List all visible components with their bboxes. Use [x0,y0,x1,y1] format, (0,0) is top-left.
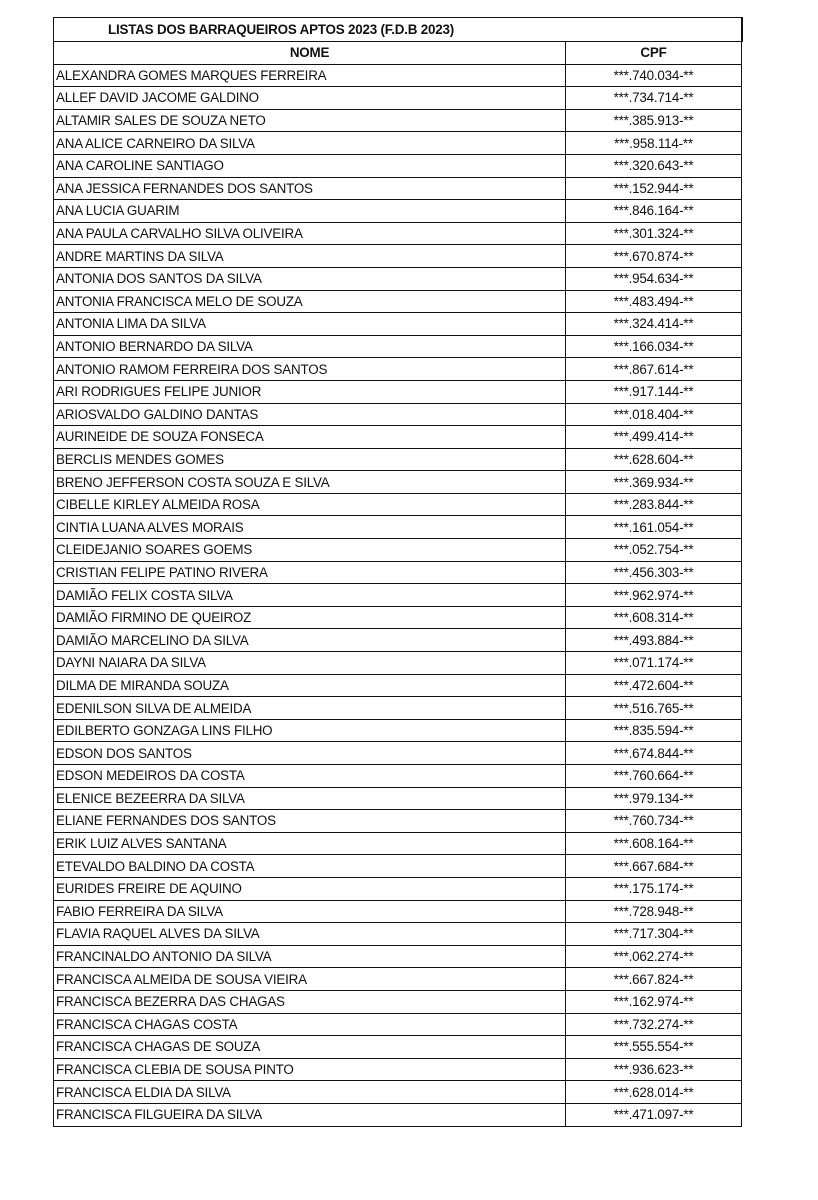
table-row [54,64,742,87]
row-cpf: ***.071.174-** [566,652,742,675]
table-row [54,132,742,155]
table-row [54,290,742,313]
row-cpf: ***.385.913-** [566,109,742,132]
row-name: ANTONIO BERNARDO DA SILVA [54,335,566,358]
table-row [54,584,742,607]
table-row [54,923,742,946]
table-row [54,471,742,494]
table-row [54,335,742,358]
table-row [54,832,742,855]
table-title: LISTAS DOS BARRAQUEIROS APTOS 2023 (F.D.B 2023) [54,18,742,42]
row-name: FRANCISCA ALMEIDA DE SOUSA VIEIRA [54,968,566,991]
table-row [54,177,742,200]
row-cpf: ***.917.144-** [566,380,742,403]
table-row [54,787,742,810]
table-row [54,516,742,539]
table-row [54,313,742,336]
table-row [54,1036,742,1059]
table-row [54,561,742,584]
row-name: ANDRE MARTINS DA SILVA [54,245,566,268]
row-cpf: ***.608.164-** [566,832,742,855]
row-cpf: ***.166.034-** [566,335,742,358]
row-name: ANA PAULA CARVALHO SILVA OLIVEIRA [54,222,566,245]
row-cpf: ***.283.844-** [566,493,742,516]
row-cpf: ***.162.974-** [566,990,742,1013]
row-name: ALLEF DAVID JACOME GALDINO [54,87,566,110]
row-cpf: ***.962.974-** [566,584,742,607]
header-row [54,42,742,65]
row-cpf: ***.471.097-** [566,1103,742,1126]
row-cpf: ***.732.274-** [566,1013,742,1036]
table-row [54,539,742,562]
row-cpf: ***.846.164-** [566,200,742,223]
table-row [54,968,742,991]
row-name: EDSON MEDEIROS DA COSTA [54,765,566,788]
row-name: EDILBERTO GONZAGA LINS FILHO [54,719,566,742]
table-row [54,629,742,652]
table-row [54,742,742,765]
row-cpf: ***.175.174-** [566,877,742,900]
row-name: DAMIÃO MARCELINO DA SILVA [54,629,566,652]
header-name: NOME [54,42,566,65]
table-row [54,1103,742,1126]
header-cpf: CPF [566,42,742,65]
table-row [54,606,742,629]
row-cpf: ***.320.643-** [566,154,742,177]
row-cpf: ***.493.884-** [566,629,742,652]
row-cpf: ***.740.034-** [566,64,742,87]
row-cpf: ***.674.844-** [566,742,742,765]
row-cpf: ***.516.765-** [566,697,742,720]
row-name: CLEIDEJANIO SOARES GOEMS [54,539,566,562]
row-name: FRANCISCA CHAGAS COSTA [54,1013,566,1036]
table-row [54,810,742,833]
row-name: DAYNI NAIARA DA SILVA [54,652,566,675]
row-cpf: ***.867.614-** [566,358,742,381]
row-cpf: ***.324.414-** [566,313,742,336]
table-row [54,154,742,177]
table-row [54,222,742,245]
row-name: FRANCINALDO ANTONIO DA SILVA [54,945,566,968]
row-name: EURIDES FREIRE DE AQUINO [54,877,566,900]
row-name: FABIO FERREIRA DA SILVA [54,900,566,923]
table-row [54,855,742,878]
table-row [54,200,742,223]
row-name: ALTAMIR SALES DE SOUZA NETO [54,109,566,132]
row-name: ARIOSVALDO GALDINO DANTAS [54,403,566,426]
row-cpf: ***.369.934-** [566,471,742,494]
row-name: ANA JESSICA FERNANDES DOS SANTOS [54,177,566,200]
table-row [54,109,742,132]
row-cpf: ***.052.754-** [566,539,742,562]
row-name: ARI RODRIGUES FELIPE JUNIOR [54,380,566,403]
row-name: CRISTIAN FELIPE PATINO RIVERA [54,561,566,584]
table-row [54,245,742,268]
table-row [54,358,742,381]
row-cpf: ***.152.944-** [566,177,742,200]
table-row [54,652,742,675]
row-name: ERIK LUIZ ALVES SANTANA [54,832,566,855]
row-name: ELENICE BEZEERRA DA SILVA [54,787,566,810]
row-cpf: ***.472.604-** [566,674,742,697]
table-row [54,493,742,516]
row-name: ANTONIA DOS SANTOS DA SILVA [54,267,566,290]
table-row [54,267,742,290]
row-name: ANA LUCIA GUARIM [54,200,566,223]
row-name: ETEVALDO BALDINO DA COSTA [54,855,566,878]
table-row [54,1058,742,1081]
table-row [54,765,742,788]
table-row [54,990,742,1013]
row-cpf: ***.760.664-** [566,765,742,788]
table-row [54,1013,742,1036]
row-cpf: ***.734.714-** [566,87,742,110]
row-cpf: ***.301.324-** [566,222,742,245]
row-name: DAMIÃO FIRMINO DE QUEIROZ [54,606,566,629]
row-cpf: ***.628.604-** [566,448,742,471]
row-cpf: ***.555.554-** [566,1036,742,1059]
row-name: BRENO JEFFERSON COSTA SOUZA E SILVA [54,471,566,494]
row-name: ANA CAROLINE SANTIAGO [54,154,566,177]
row-cpf: ***.979.134-** [566,787,742,810]
title-row [54,18,742,42]
row-cpf: ***.717.304-** [566,923,742,946]
row-cpf: ***.667.824-** [566,968,742,991]
row-name: ANTONIO RAMOM FERREIRA DOS SANTOS [54,358,566,381]
row-name: FRANCISCA CHAGAS DE SOUZA [54,1036,566,1059]
row-cpf: ***.835.594-** [566,719,742,742]
row-name: EDSON DOS SANTOS [54,742,566,765]
row-name: FRANCISCA BEZERRA DAS CHAGAS [54,990,566,1013]
row-cpf: ***.018.404-** [566,403,742,426]
table-row [54,900,742,923]
row-cpf: ***.728.948-** [566,900,742,923]
row-cpf: ***.936.623-** [566,1058,742,1081]
table-row [54,877,742,900]
row-name: DILMA DE MIRANDA SOUZA [54,674,566,697]
row-name: ANTONIA LIMA DA SILVA [54,313,566,336]
row-cpf: ***.670.874-** [566,245,742,268]
row-name: FRANCISCA CLEBIA DE SOUSA PINTO [54,1058,566,1081]
row-name: ANA ALICE CARNEIRO DA SILVA [54,132,566,155]
table-row [54,697,742,720]
row-name: FRANCISCA ELDIA DA SILVA [54,1081,566,1104]
row-name: CINTIA LUANA ALVES MORAIS [54,516,566,539]
table-row [54,1081,742,1104]
row-name: ELIANE FERNANDES DOS SANTOS [54,810,566,833]
table-row [54,380,742,403]
table-row [54,674,742,697]
row-cpf: ***.483.494-** [566,290,742,313]
row-name: FRANCISCA FILGUEIRA DA SILVA [54,1103,566,1126]
table-row [54,945,742,968]
table-row [54,403,742,426]
row-name: BERCLIS MENDES GOMES [54,448,566,471]
row-name: ALEXANDRA GOMES MARQUES FERREIRA [54,64,566,87]
table-row [54,719,742,742]
row-cpf: ***.608.314-** [566,606,742,629]
row-cpf: ***.667.684-** [566,855,742,878]
row-cpf: ***.161.054-** [566,516,742,539]
row-name: AURINEIDE DE SOUZA FONSECA [54,426,566,449]
row-cpf: ***.062.274-** [566,945,742,968]
barraqueiros-table [53,17,743,1127]
row-cpf: ***.499.414-** [566,426,742,449]
row-name: FLAVIA RAQUEL ALVES DA SILVA [54,923,566,946]
row-cpf: ***.760.734-** [566,810,742,833]
row-cpf: ***.958.114-** [566,132,742,155]
row-cpf: ***.456.303-** [566,561,742,584]
table-row [54,87,742,110]
table-row [54,426,742,449]
row-name: DAMIÃO FELIX COSTA SILVA [54,584,566,607]
row-name: CIBELLE KIRLEY ALMEIDA ROSA [54,493,566,516]
row-name: EDENILSON SILVA DE ALMEIDA [54,697,566,720]
row-name: ANTONIA FRANCISCA MELO DE SOUZA [54,290,566,313]
row-cpf: ***.954.634-** [566,267,742,290]
row-cpf: ***.628.014-** [566,1081,742,1104]
table-row [54,448,742,471]
